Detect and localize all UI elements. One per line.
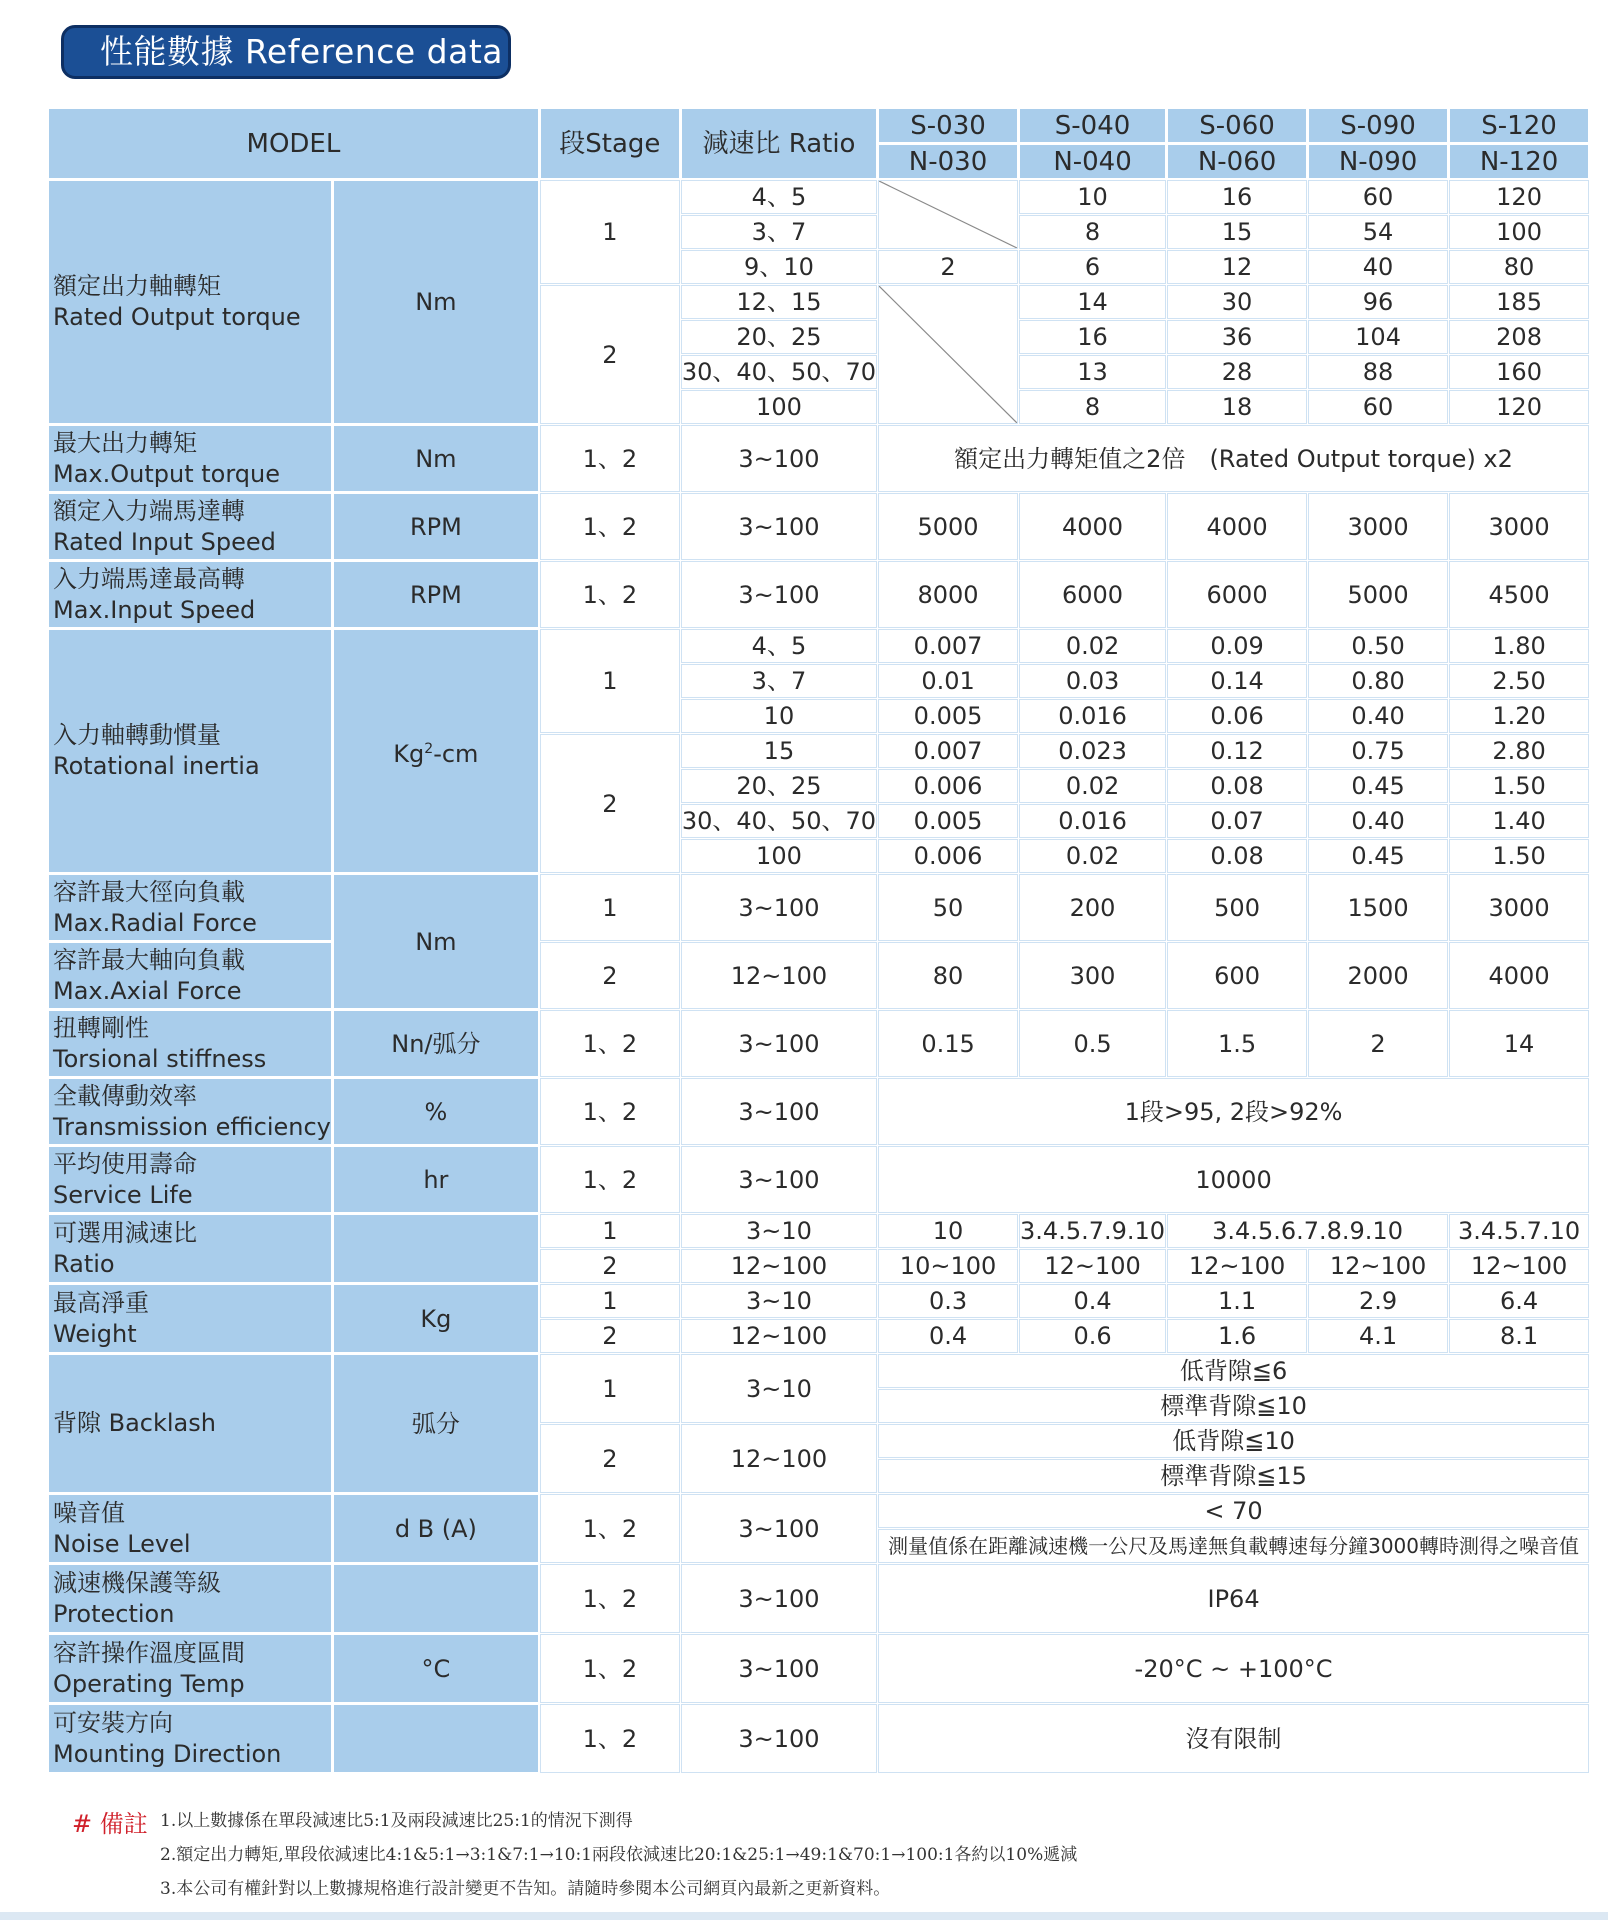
value-cell: 8.1 xyxy=(1450,1320,1588,1352)
stage-cell: 1、2 xyxy=(541,494,679,559)
value-cell: 2.50 xyxy=(1450,665,1588,697)
row-label-operating-temp: 容許操作溫度區間 Operating Temp xyxy=(49,1635,331,1702)
value-cell: 0.006 xyxy=(879,840,1017,872)
value-cell: 5000 xyxy=(1309,562,1447,627)
value-cell: 160 xyxy=(1450,356,1588,388)
ratio-cell: 3、7 xyxy=(682,216,876,248)
value-cell: 208 xyxy=(1450,321,1588,353)
value-cell: 0.07 xyxy=(1168,805,1306,837)
ratio-cell: 3~100 xyxy=(682,1635,876,1702)
value-cell: 1.6 xyxy=(1168,1320,1306,1352)
value-cell: 0.016 xyxy=(1020,805,1165,837)
value-cell: 28 xyxy=(1168,356,1306,388)
header-n-model: N-120 xyxy=(1450,145,1588,178)
note-item: 1.以上數據係在單段減速比5:1及兩段減速比25:1的情況下測得 xyxy=(160,1811,633,1831)
unit-cell xyxy=(334,1565,538,1632)
value-cell: 3.4.5.7.9.10 xyxy=(1020,1217,1166,1245)
value-cell: 200 xyxy=(1020,875,1165,940)
row-label-radial-force: 容許最大徑向負載 Max.Radial Force xyxy=(49,875,331,940)
value-cell: 50 xyxy=(879,875,1017,940)
unit-cell: Kg xyxy=(334,1285,538,1352)
value-cell: 0.006 xyxy=(879,770,1017,802)
value-cell: 1.5 xyxy=(1168,1011,1306,1076)
ratio-cell: 3~10 xyxy=(682,1285,876,1317)
ratio-cell: 3~100 xyxy=(682,1705,876,1772)
value-cell: 0.03 xyxy=(1020,665,1165,697)
value-cell: 0.4 xyxy=(1020,1285,1165,1317)
merged-value-cell: 標準背隙≦15 xyxy=(879,1460,1588,1492)
value-cell: 96 xyxy=(1309,286,1447,318)
value-cell: 0.005 xyxy=(879,805,1017,837)
ratio-cell: 20、25 xyxy=(682,321,876,353)
row-label-noise: 噪音值 Noise Level xyxy=(49,1495,331,1562)
reference-data-table xyxy=(46,106,1591,1775)
value-cell: 0.75 xyxy=(1309,735,1447,767)
header-n-model: N-090 xyxy=(1309,145,1447,178)
value-cell: 4500 xyxy=(1450,562,1588,627)
value-cell: 2.9 xyxy=(1309,1285,1447,1317)
value-cell: 3000 xyxy=(1450,875,1588,940)
value-cell: 60 xyxy=(1309,391,1447,423)
unit-cell: % xyxy=(334,1079,538,1144)
value-cell: 0.45 xyxy=(1309,770,1447,802)
stage-cell: 2 xyxy=(541,1425,679,1492)
value-cell: 0.02 xyxy=(1020,840,1165,872)
value-cell: 3000 xyxy=(1450,494,1588,559)
value-cell: 12~100 xyxy=(1168,1250,1306,1282)
ratio-cell: 3~100 xyxy=(682,562,876,627)
value-cell: 2.80 xyxy=(1450,735,1588,767)
ratio-cell: 3~100 xyxy=(682,1495,876,1562)
merged-value-cell: 1段>95, 2段>92% xyxy=(879,1079,1588,1144)
ratio-cell: 3~100 xyxy=(682,1147,876,1212)
stage-cell: 1、2 xyxy=(541,1635,679,1702)
stage-cell: 2 xyxy=(541,1320,679,1352)
value-cell: 0.08 xyxy=(1168,840,1306,872)
merged-value-cell: 額定出力轉矩值之2倍 (Rated Output torque) x2 xyxy=(879,426,1588,491)
value-cell: 0.01 xyxy=(879,665,1017,697)
unit-cell: °C xyxy=(334,1635,538,1702)
value-cell: 6.4 xyxy=(1450,1285,1588,1317)
unit-cell: Kg$^2$-cm xyxy=(334,630,538,872)
merged-value-cell: 3.4.5.6.7.8.9.10 xyxy=(1168,1215,1447,1247)
page-title: 性能數據 Reference data xyxy=(61,25,511,79)
value-cell: 14 xyxy=(1020,286,1165,318)
stage-cell: 1、2 xyxy=(541,562,679,627)
value-cell: 1500 xyxy=(1309,875,1447,940)
value-cell: 36 xyxy=(1168,321,1306,353)
unit-cell xyxy=(334,1705,538,1772)
value-cell: 300 xyxy=(1020,943,1165,1008)
note-item: 3.本公司有權針對以上數據規格進行設計變更不告知。請隨時參閱本公司網頁內最新之更新資料。 xyxy=(160,1879,891,1899)
value-cell: 1.20 xyxy=(1450,700,1588,732)
value-cell: 0.50 xyxy=(1309,630,1447,662)
value-cell: 12~100 xyxy=(1020,1250,1165,1282)
noise-note-cell: 測量值係在距離減速機一公尺及馬達無負載轉速每分鐘3000轉時測得之噪音值 xyxy=(879,1530,1588,1562)
stage-cell: 1 xyxy=(541,630,679,732)
unit-cell: hr xyxy=(334,1147,538,1212)
merged-value-cell: 低背隙≦6 xyxy=(879,1355,1588,1387)
value-cell: 0.005 xyxy=(879,700,1017,732)
stage-cell: 1、2 xyxy=(541,1495,679,1562)
value-cell: 0.6 xyxy=(1020,1320,1165,1352)
value-cell: 500 xyxy=(1168,875,1306,940)
row-label-protection: 減速機保護等級 Protection xyxy=(49,1565,331,1632)
value-cell: 2 xyxy=(1309,1011,1447,1076)
diagonal-empty-cell xyxy=(879,286,1017,423)
value-cell: 0.5 xyxy=(1020,1011,1165,1076)
header-n-model: N-040 xyxy=(1020,145,1165,178)
note-item: 2.額定出力轉矩,單段依減速比4:1&5:1→3:1&7:1→10:1兩段依減速比20:1&25:1→49:1&70:1→100:1各約以10%遞減 xyxy=(160,1845,1078,1865)
value-cell: 80 xyxy=(1450,251,1588,283)
value-cell: 0.14 xyxy=(1168,665,1306,697)
header-s-model: S-040 xyxy=(1020,109,1165,142)
ratio-cell: 3~100 xyxy=(682,494,876,559)
value-cell: 0.007 xyxy=(879,630,1017,662)
value-cell: 1.50 xyxy=(1450,770,1588,802)
ratio-cell: 4、5 xyxy=(682,181,876,213)
value-cell: 0.09 xyxy=(1168,630,1306,662)
ratio-cell: 12~100 xyxy=(682,1250,876,1282)
unit-cell: Nn/弧分 xyxy=(334,1011,538,1076)
value-cell: 3.4.5.7.10 xyxy=(1450,1215,1588,1247)
row-label-ratio: 可選用減速比 Ratio xyxy=(49,1215,331,1282)
header-s-model: S-030 xyxy=(879,109,1017,142)
stage-cell: 1、2 xyxy=(541,1147,679,1212)
value-cell: 4000 xyxy=(1168,494,1306,559)
ratio-cell: 12~100 xyxy=(682,943,876,1008)
ratio-cell: 4、5 xyxy=(682,630,876,662)
value-cell: 54 xyxy=(1309,216,1447,248)
stage-cell: 2 xyxy=(541,1250,679,1282)
unit-cell: Nm xyxy=(334,875,538,1008)
value-cell: 120 xyxy=(1450,391,1588,423)
stage-cell: 1、2 xyxy=(541,1011,679,1076)
stage-cell: 1、2 xyxy=(541,1705,679,1772)
ratio-cell: 30、40、50、70 xyxy=(681,358,877,386)
value-cell: 3000 xyxy=(1309,494,1447,559)
merged-value-cell: IP64 xyxy=(879,1565,1588,1632)
value-cell: 30 xyxy=(1168,286,1306,318)
value-cell: 0.02 xyxy=(1020,630,1165,662)
value-cell: 88 xyxy=(1309,356,1447,388)
value-cell: 0.12 xyxy=(1168,735,1306,767)
value-cell: 10 xyxy=(1020,181,1165,213)
row-label-rated-speed: 額定入力端馬達轉 Rated Input Speed xyxy=(49,494,331,559)
merged-value-cell: < 70 xyxy=(879,1495,1588,1527)
value-cell: 6000 xyxy=(1168,562,1306,627)
row-label-rated-torque: 額定出力軸轉矩 Rated Output torque xyxy=(49,181,331,423)
ratio-cell: 100 xyxy=(682,391,876,423)
row-label-service-life: 平均使用壽命 Service Life xyxy=(49,1147,331,1212)
stage-cell: 1 xyxy=(541,181,679,283)
notes-mark: # 備註 xyxy=(72,1810,148,1838)
value-cell: 8 xyxy=(1020,216,1165,248)
value-cell: 1.80 xyxy=(1450,630,1588,662)
ratio-cell: 30、40、50、70 xyxy=(681,807,877,835)
value-cell: 13 xyxy=(1020,356,1165,388)
ratio-cell: 20、25 xyxy=(682,770,876,802)
value-cell: 0.45 xyxy=(1309,840,1447,872)
value-cell: 0.02 xyxy=(1020,770,1165,802)
stage-cell: 1、2 xyxy=(541,1079,679,1144)
value-cell: 16 xyxy=(1020,321,1165,353)
header-s-model: S-090 xyxy=(1309,109,1447,142)
ratio-cell: 3~100 xyxy=(682,1565,876,1632)
header-s-model: S-120 xyxy=(1450,109,1588,142)
value-cell: 18 xyxy=(1168,391,1306,423)
value-cell: 600 xyxy=(1168,943,1306,1008)
value-cell: 104 xyxy=(1309,321,1447,353)
stage-cell: 1 xyxy=(541,1355,679,1422)
value-cell: 16 xyxy=(1168,181,1306,213)
ratio-cell: 12、15 xyxy=(682,286,876,318)
unit-cell: d B (A) xyxy=(334,1495,538,1562)
value-cell: 0.023 xyxy=(1020,735,1165,767)
value-cell: 100 xyxy=(1450,216,1588,248)
merged-value-cell: 10000 xyxy=(879,1147,1588,1212)
value-cell: 0.4 xyxy=(879,1320,1017,1352)
stage-cell: 2 xyxy=(541,286,679,423)
row-label-mounting: 可安裝方向 Mounting Direction xyxy=(49,1705,331,1772)
ratio-cell: 12~100 xyxy=(682,1320,876,1352)
value-cell: 0.007 xyxy=(879,735,1017,767)
merged-value-cell: 標準背隙≦10 xyxy=(879,1390,1588,1422)
header-model: MODEL xyxy=(49,109,538,178)
value-cell: 6000 xyxy=(1020,562,1165,627)
value-cell: 12~100 xyxy=(1309,1250,1447,1282)
stage-cell: 1 xyxy=(541,1215,679,1247)
ratio-cell: 9、10 xyxy=(682,251,876,283)
unit-cell: Nm xyxy=(334,181,538,423)
ratio-cell: 3~10 xyxy=(682,1215,876,1247)
ratio-cell: 3~100 xyxy=(682,1079,876,1144)
unit-cell: RPM xyxy=(334,494,538,559)
ratio-cell: 15 xyxy=(682,735,876,767)
value-cell: 5000 xyxy=(879,494,1017,559)
value-cell: 0.016 xyxy=(1020,700,1165,732)
ratio-cell: 3~100 xyxy=(682,1011,876,1076)
ratio-cell: 3~100 xyxy=(682,875,876,940)
row-label-inertia: 入力軸轉動慣量 Rotational inertia xyxy=(49,630,331,872)
stage-cell: 2 xyxy=(541,943,679,1008)
value-cell: 2000 xyxy=(1309,943,1447,1008)
row-label-axial-force: 容許最大軸向負載 Max.Axial Force xyxy=(49,943,331,1008)
value-cell: 0.80 xyxy=(1309,665,1447,697)
unit-cell: 弧分 xyxy=(334,1355,538,1492)
row-label-weight: 最高淨重 Weight xyxy=(49,1285,331,1352)
value-cell: 12~100 xyxy=(1450,1250,1588,1282)
header-n-model: N-060 xyxy=(1168,145,1306,178)
bottom-rule xyxy=(0,1912,1608,1920)
value-cell: 80 xyxy=(879,943,1017,1008)
value-cell: 185 xyxy=(1450,286,1588,318)
unit-cell xyxy=(334,1215,538,1282)
value-cell: 4000 xyxy=(1450,943,1588,1008)
merged-value-cell: 低背隙≦10 xyxy=(879,1425,1588,1457)
value-cell: 10~100 xyxy=(879,1250,1017,1282)
stage-cell: 1 xyxy=(541,875,679,940)
merged-value-cell: 沒有限制 xyxy=(879,1705,1588,1772)
value-cell: 0.40 xyxy=(1309,700,1447,732)
header-stage: 段Stage xyxy=(541,109,679,178)
row-label-stiffness: 扭轉剛性 Torsional stiffness xyxy=(49,1011,331,1076)
ratio-cell: 100 xyxy=(682,840,876,872)
stage-cell: 1、2 xyxy=(541,426,679,491)
value-cell: 6 xyxy=(1020,251,1165,283)
unit-cell: Nm xyxy=(334,426,538,491)
ratio-cell: 12~100 xyxy=(682,1425,876,1492)
merged-value-cell: -20°C ~ +100°C xyxy=(879,1635,1588,1702)
value-cell: 0.15 xyxy=(879,1011,1017,1076)
ratio-cell: 3、7 xyxy=(682,665,876,697)
value-cell: 8000 xyxy=(879,562,1017,627)
value-cell: 0.08 xyxy=(1168,770,1306,802)
value-cell: 0.3 xyxy=(879,1285,1017,1317)
value-cell: 1.1 xyxy=(1168,1285,1306,1317)
header-s-model: S-060 xyxy=(1168,109,1306,142)
unit-cell: RPM xyxy=(334,562,538,627)
row-label-max-speed: 入力端馬達最高轉 Max.Input Speed xyxy=(49,562,331,627)
value-cell: 1.50 xyxy=(1450,840,1588,872)
value-cell: 0.40 xyxy=(1309,805,1447,837)
stage-cell: 1、2 xyxy=(541,1565,679,1632)
ratio-cell: 3~10 xyxy=(682,1355,876,1422)
value-cell: 12 xyxy=(1168,251,1306,283)
value-cell: 15 xyxy=(1168,216,1306,248)
diagonal-empty-cell xyxy=(879,181,1017,248)
header-n-model: N-030 xyxy=(879,145,1017,178)
ratio-cell: 10 xyxy=(682,700,876,732)
value-cell: 40 xyxy=(1309,251,1447,283)
value-cell: 4000 xyxy=(1020,494,1165,559)
ratio-cell: 3~100 xyxy=(682,426,876,491)
value-cell: 60 xyxy=(1309,181,1447,213)
value-cell: 4.1 xyxy=(1309,1320,1447,1352)
row-label-backlash: 背隙 Backlash xyxy=(49,1355,331,1492)
row-label-max-torque: 最大出力轉矩 Max.Output torque xyxy=(49,426,331,491)
value-cell: 1.40 xyxy=(1450,805,1588,837)
value-cell: 8 xyxy=(1020,391,1165,423)
stage-cell: 1 xyxy=(541,1285,679,1317)
header-ratio: 減速比 Ratio xyxy=(682,109,876,178)
row-label-efficiency: 全載傳動效率 Transmission efficiency xyxy=(49,1079,331,1144)
stage-cell: 2 xyxy=(541,735,679,872)
value-cell: 120 xyxy=(1450,181,1588,213)
value-cell: 2 xyxy=(879,251,1017,283)
value-cell: 10 xyxy=(879,1215,1017,1247)
value-cell: 14 xyxy=(1450,1011,1588,1076)
value-cell: 0.06 xyxy=(1168,700,1306,732)
